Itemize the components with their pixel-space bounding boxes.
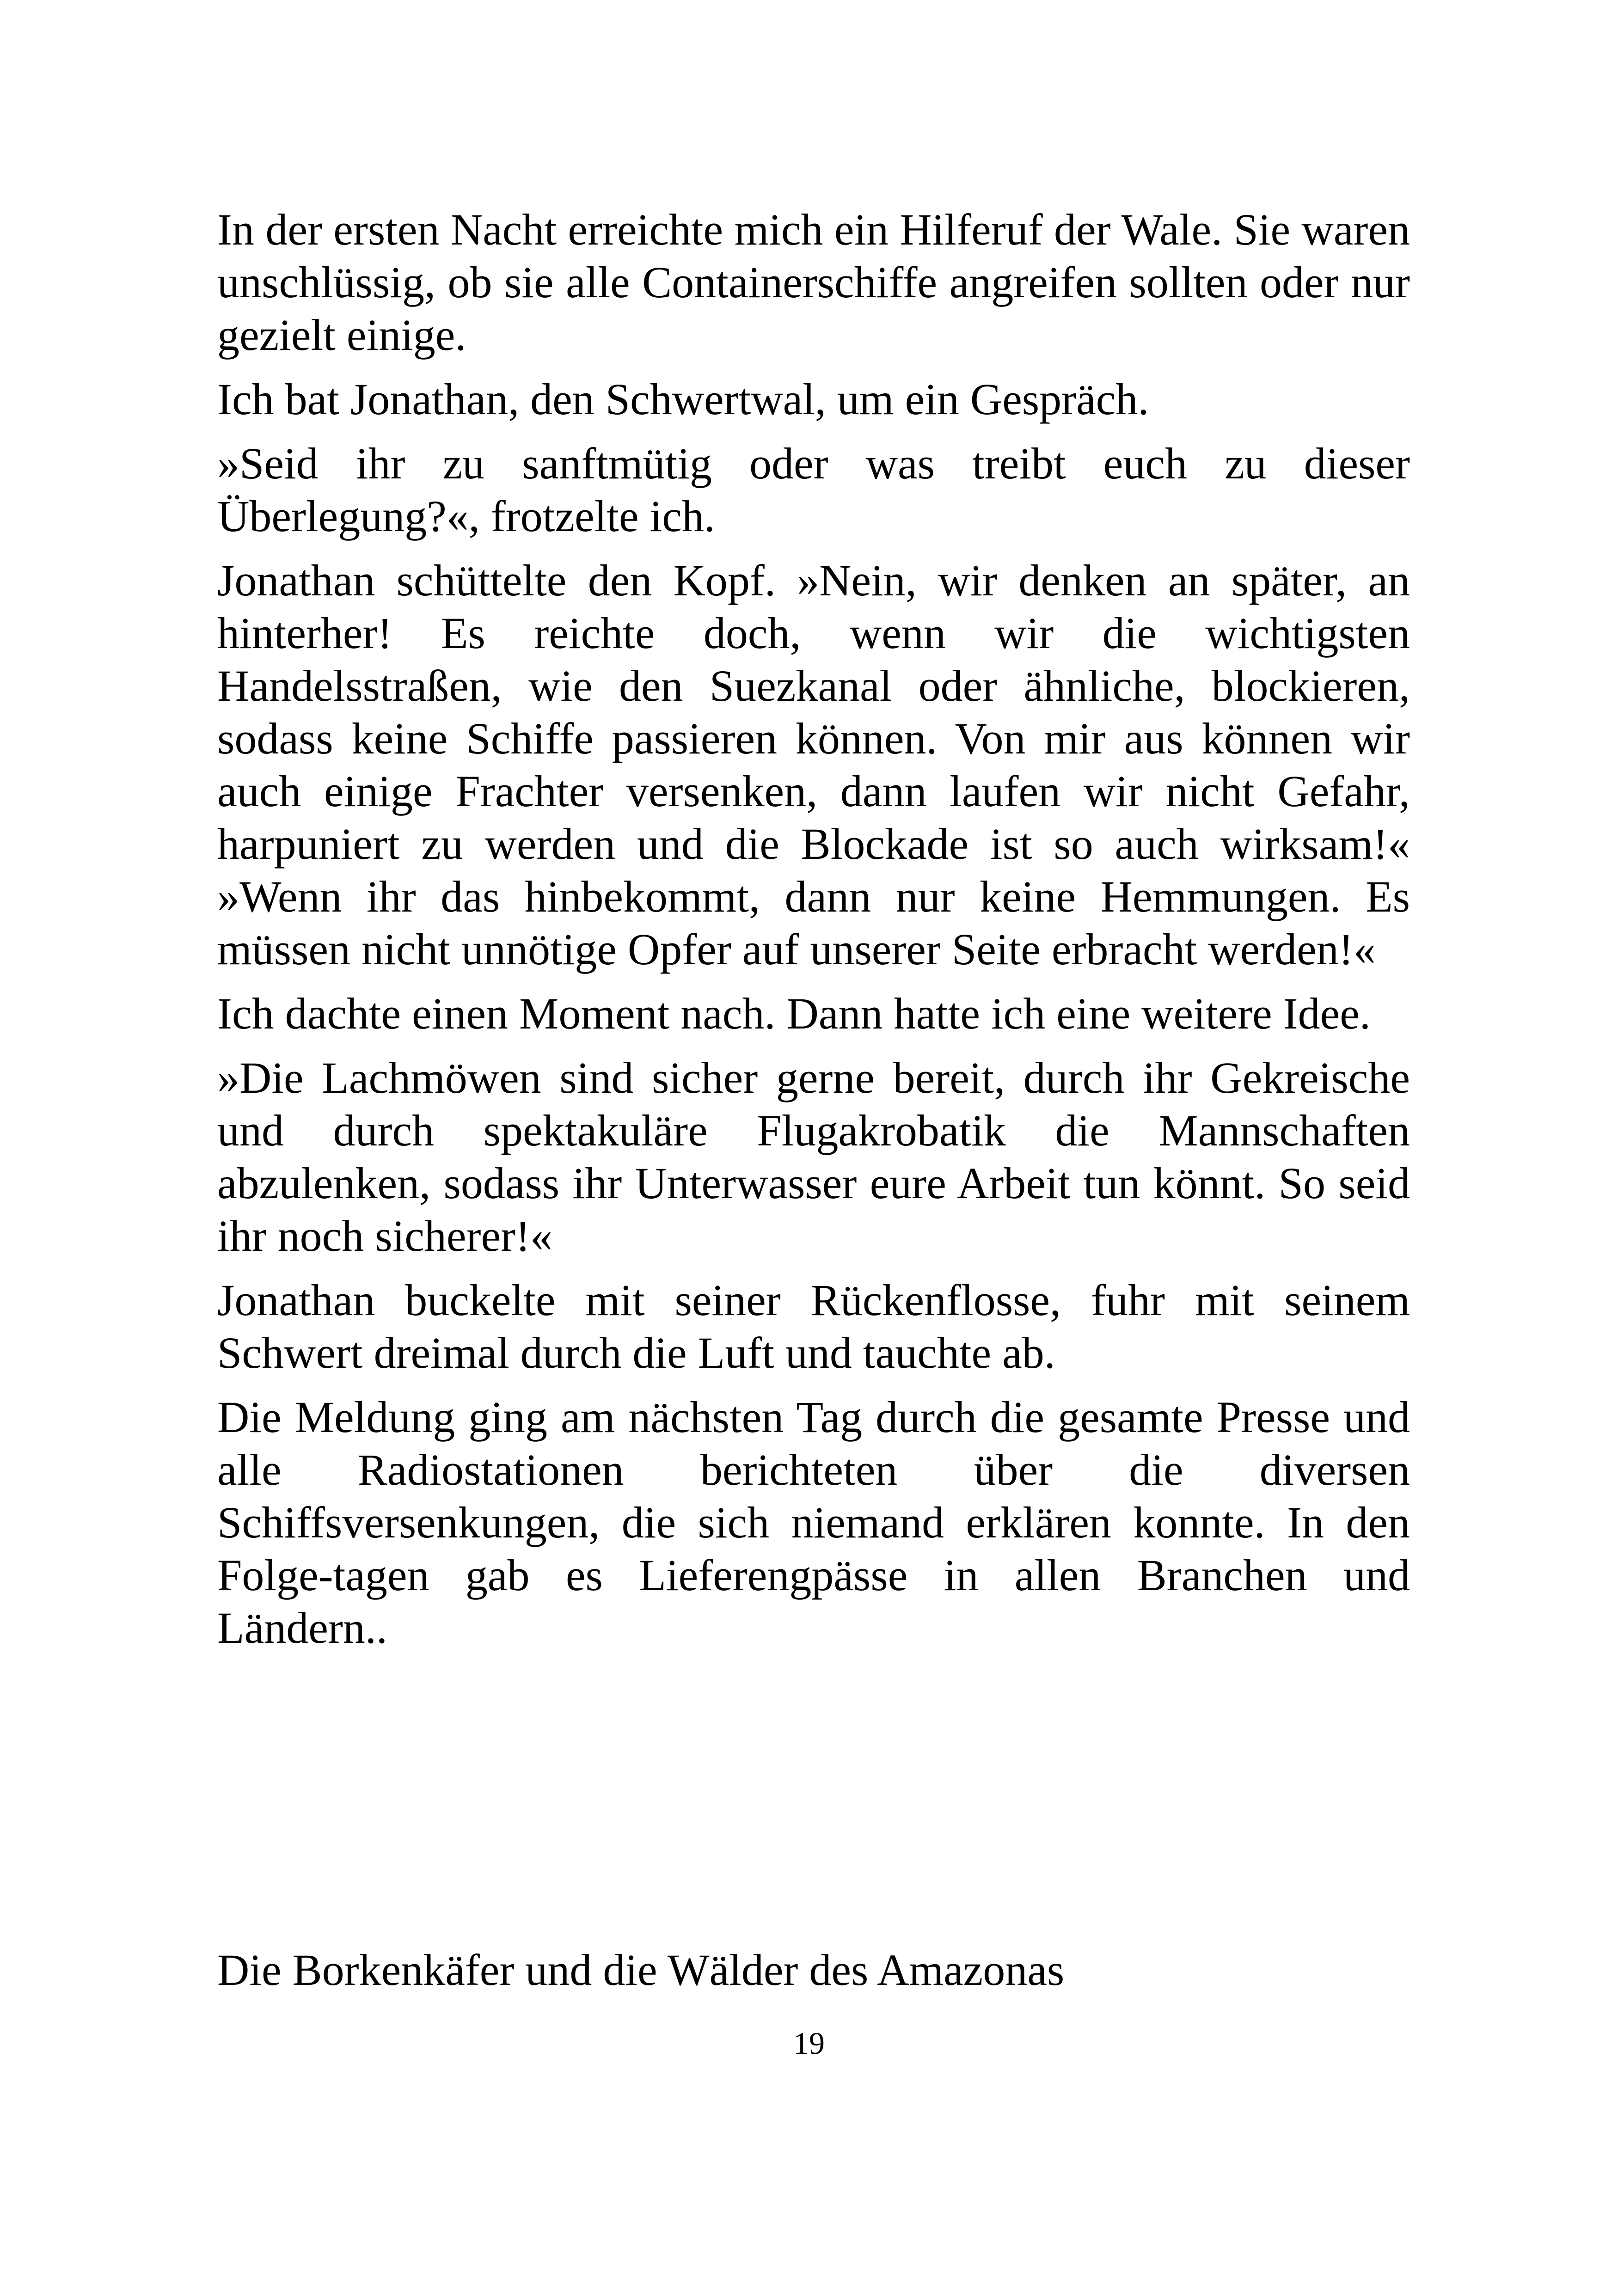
paragraph: »Seid ihr zu sanftmütig oder was treibt euch zu dieser Überlegung?«, frotzelte ich. <box>217 439 1410 541</box>
paragraph: Ich bat Jonathan, den Schwertwal, um ein Gespräch. <box>217 374 1149 424</box>
paragraph: In der ersten Nacht erreichte mich ein Hilferuf der Wale. Sie waren unschlüssig, ob sie alle Containerschiffe angreifen sollten oder nur gezielt einige. <box>217 205 1410 360</box>
paragraph: Ich dachte einen Moment nach. Dann hatte ich eine weitere Idee. <box>217 989 1371 1038</box>
page-number: 19 <box>793 2026 825 2061</box>
paragraph: »Die Lachmöwen sind sicher gerne bereit, durch ihr Gekreische und durch spektakuläre Flugakrobatik die Mannschaften abzulenken, sodass ihr Unterwasser eure Arbeit tun könnt. So seid ihr noch sicherer!« <box>217 1053 1410 1261</box>
paragraph: Die Meldung ging am nächsten Tag durch die gesamte Presse und alle Radiostationen berichteten über die diversen Schiffsversenkungen, die sich niemand erklären konnte. In den Folge-tagen gab es Lieferengpässe in allen Branchen und Ländern.. <box>217 1392 1410 1653</box>
paragraph: Jonathan schüttelte den Kopf. »Nein, wir denken an später, an hinterher! Es reichte doch, wenn wir die wichtigsten Handelsstraßen, wie den Suezkanal oder ähnliche, blockieren, sodass keine Schiffe passieren können. Von mir aus können wir auch einige Frachter versenken, dann laufen wir nicht Gefahr, harpuniert zu werden und die Blockade ist so auch wirksam!« »Wenn ihr das hinbekommt, dann nur keine Hemmungen. Es müssen nicht unnötige Opfer auf unserer Seite erbracht werden!« <box>217 556 1410 974</box>
body-text <box>217 203 1410 1666</box>
chapter-heading: Die Borkenkäfer und die Wälder des Amazonas <box>217 1945 1065 1995</box>
paragraph: Jonathan buckelte mit seiner Rückenflosse, fuhr mit seinem Schwert dreimal durch die Luft und tauchte ab. <box>217 1275 1410 1378</box>
